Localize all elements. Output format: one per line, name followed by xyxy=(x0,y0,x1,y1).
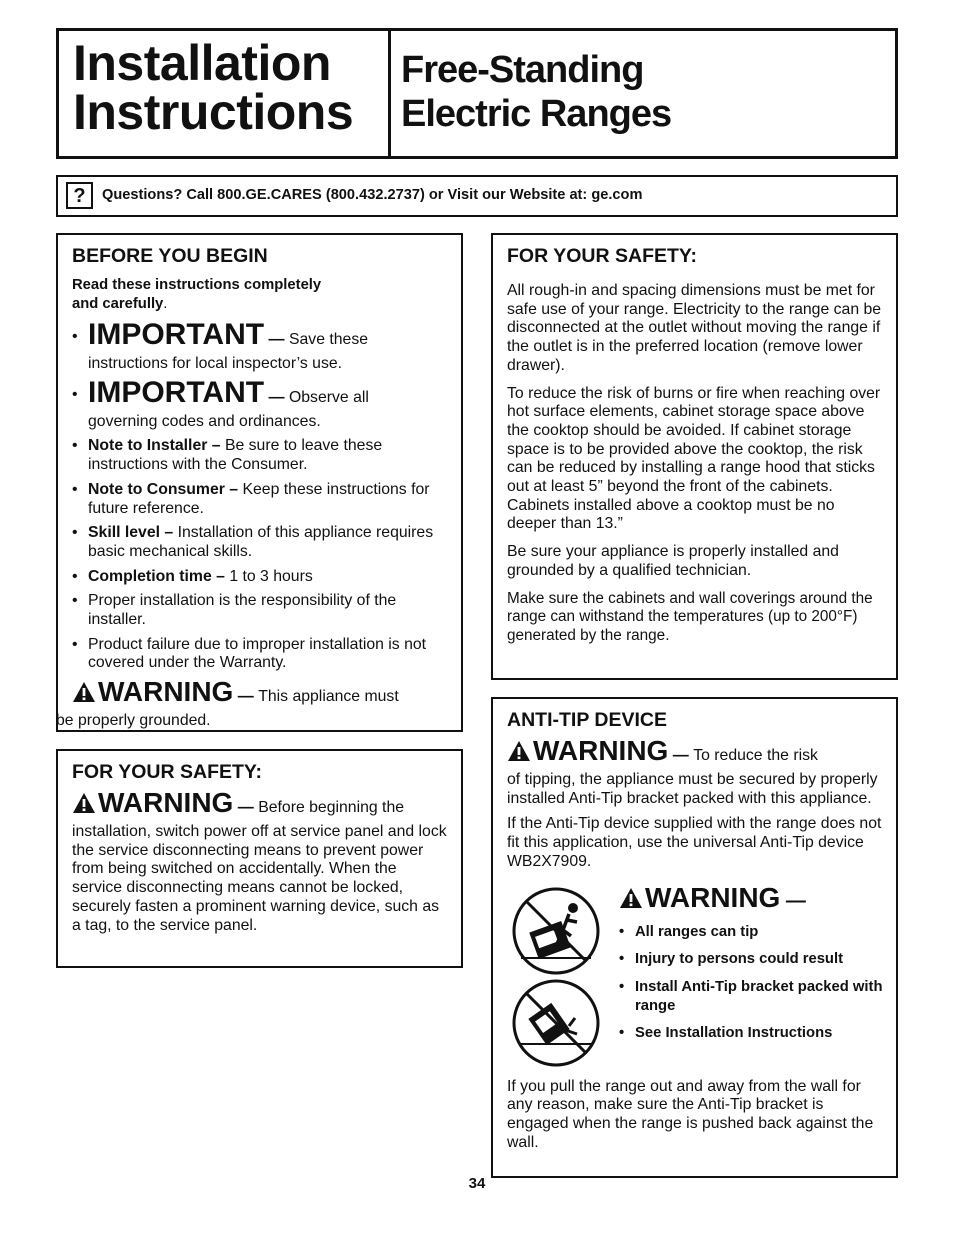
anti-tip-box xyxy=(491,697,898,1178)
anti-tip-paragraph: If the Anti-Tip device supplied with the range does not fit this application, use the universal Anti-Tip device WB2X7909. xyxy=(507,815,882,870)
bullet-dot: • xyxy=(72,592,78,610)
no-child-climbing-range-icon xyxy=(511,886,601,976)
list-item xyxy=(72,481,447,518)
anti-tip-bullets xyxy=(619,923,889,1044)
bullet-dot: • xyxy=(72,437,78,455)
no-tipping-range-icon xyxy=(511,978,601,1068)
important-label: IMPORTANT xyxy=(88,318,265,351)
warning-dash: — xyxy=(668,747,694,764)
before-you-begin-box xyxy=(56,233,463,732)
safety-left-box xyxy=(56,749,463,968)
list-item xyxy=(619,978,889,1015)
before-heading: BEFORE YOU BEGIN xyxy=(72,245,268,267)
before-intro-period: . xyxy=(163,296,168,312)
safety-right-paragraph: Make sure the cabinets and wall coverings around the range can withstand the temperatures (up to 200°F) generated by the range. xyxy=(507,589,873,644)
safety-right-paragraph: All rough-in and spacing dimensions must be met for safe use of your range. Electricity to the range can be disconnected at the outlet without moving the range if the outlet is in the preferred location (remove lower drawer). xyxy=(507,282,882,374)
question-mark-icon: ? xyxy=(66,182,93,209)
safety-right-box xyxy=(491,233,898,680)
before-intro-line-2 xyxy=(72,295,447,314)
list-item-text: All ranges can tip xyxy=(635,923,759,940)
list-item-bold: Note to Consumer – xyxy=(88,480,243,498)
important-observe xyxy=(72,375,447,432)
list-item-text: Keep these instructions for future reference. xyxy=(88,480,430,517)
document-subtitle xyxy=(401,48,671,136)
subtitle-line-1: Free-Standing xyxy=(401,49,644,91)
warning-label: WARNING xyxy=(645,881,781,913)
warning-triangle-icon xyxy=(507,740,531,762)
list-item xyxy=(72,592,447,629)
list-item xyxy=(619,923,889,942)
before-intro-line-1: Read these instructions completely xyxy=(72,277,322,293)
warning-text-a: This appliance must xyxy=(258,688,399,706)
important-dash: — xyxy=(264,388,289,406)
warning-dash: — xyxy=(780,889,806,912)
warning-dash: — xyxy=(233,688,259,706)
questions-text: Questions? Call 800.GE.CARES (800.432.2737) or Visit our Website at: ge.com xyxy=(102,187,643,203)
list-item-text: Proper installation is the responsibility of the installer. xyxy=(88,592,397,629)
bullet-dot: • xyxy=(72,567,78,585)
bullet-dot: • xyxy=(72,635,78,653)
questions-bar xyxy=(56,175,898,217)
list-item-text: Install Anti-Tip bracket packed with range xyxy=(635,978,883,1014)
subtitle-line-2: Electric Ranges xyxy=(401,93,672,135)
bullet-dot: • xyxy=(619,978,625,995)
before-intro-line-2-text: and carefully xyxy=(72,296,164,312)
title-line-2: Instructions xyxy=(73,84,354,140)
anti-tip-paragraph: If you pull the range out and away from the wall for any reason, make sure the Anti-Tip bracket is engaged when the range is pushed back against the wall. xyxy=(507,1077,874,1151)
before-bullet-list xyxy=(72,437,447,673)
bullet-dot: • xyxy=(72,328,78,345)
list-item xyxy=(72,524,447,561)
list-item xyxy=(72,636,447,673)
anti-tip-warning-panel xyxy=(507,882,882,1072)
anti-tip-heading: ANTI-TIP DEVICE xyxy=(507,709,667,731)
safety-right-heading: FOR YOUR SAFETY: xyxy=(507,245,697,267)
bullet-dot: • xyxy=(619,923,625,940)
warning-text-a: Before beginning the xyxy=(258,799,405,816)
safety-left-heading: FOR YOUR SAFETY: xyxy=(72,761,262,783)
list-item-bold: Completion time – xyxy=(88,567,230,585)
list-item xyxy=(72,437,447,474)
bullet-dot: • xyxy=(72,524,78,542)
important-text-a: Observe all xyxy=(288,388,369,406)
important-dash: — xyxy=(264,331,289,348)
list-item-text: See Installation Instructions xyxy=(635,1025,833,1042)
list-item xyxy=(619,1024,889,1043)
warning-label: WARNING xyxy=(98,787,234,818)
list-item-text: Product failure due to improper installation is not covered under the Warranty. xyxy=(88,635,427,672)
safety-left-warning xyxy=(72,788,447,935)
page-header xyxy=(56,28,898,159)
warning-label: WARNING xyxy=(98,676,234,708)
list-item-bold: Skill level – xyxy=(88,524,178,542)
header-divider xyxy=(388,31,391,156)
list-item-text: Be sure to leave these instructions with the Consumer. xyxy=(88,437,383,474)
warning-label: WARNING xyxy=(533,735,669,766)
important-text-b: instructions for local inspector’s use. xyxy=(88,355,343,372)
bullet-dot: • xyxy=(72,480,78,498)
important-save xyxy=(72,320,447,374)
warning-text-b: be properly grounded. xyxy=(56,712,211,730)
list-item-text: 1 to 3 hours xyxy=(229,567,313,585)
list-item-bold: Note to Installer – xyxy=(88,437,225,455)
list-item-text: Installation of this appliance requires basic mechanical skills. xyxy=(88,524,434,560)
bullet-dot: • xyxy=(619,951,625,968)
anti-tip-warning-list xyxy=(619,882,889,1044)
safety-right-paragraph: Be sure your appliance is properly installed and grounded by a qualified technician. xyxy=(507,543,839,579)
bullet-dot: • xyxy=(72,385,78,403)
list-item-text: Injury to persons could result xyxy=(635,951,844,968)
warning-dash: — xyxy=(233,799,259,816)
title-line-1: Installation xyxy=(73,35,331,91)
important-text-a: Save these xyxy=(288,331,369,348)
anti-tip-warning xyxy=(507,736,882,808)
safety-right-paragraph: To reduce the risk of burns or fire when reaching over hot surface elements, cabinet storage space above the cooktop should be avoided. If cabinet storage space is to be provided above the cooktop, the risk can be reduced by installing a range hood that sticks out at least 5” beyond the front of the cabinets. Cabinets installed above a cooktop must be no deeper than 13.” xyxy=(507,384,881,533)
warning-text-b: installation, switch power off at service panel and lock the service disconnecting means to prevent power from being switched on accidentally. When the service disconnecting means cannot be locked, securely fasten a prominent warning device, such as a tag, to the service panel. xyxy=(72,823,447,934)
ground-warning xyxy=(56,676,447,731)
list-item xyxy=(619,950,889,969)
warning-text-b: of tipping, the appliance must be secured by properly installed Anti-Tip bracket packed with this appliance. xyxy=(507,771,878,807)
page-number: 34 xyxy=(468,1175,486,1192)
important-text-b: governing codes and ordinances. xyxy=(88,412,321,430)
warning-triangle-icon xyxy=(72,792,96,814)
warning-triangle-icon xyxy=(72,681,96,703)
warning-triangle-icon xyxy=(619,887,643,909)
bullet-dot: • xyxy=(619,1025,625,1042)
list-item xyxy=(72,568,447,587)
important-label: IMPORTANT xyxy=(88,375,265,409)
document-title xyxy=(73,35,354,140)
warning-text-a: To reduce the risk xyxy=(693,747,818,764)
before-intro xyxy=(72,276,447,314)
